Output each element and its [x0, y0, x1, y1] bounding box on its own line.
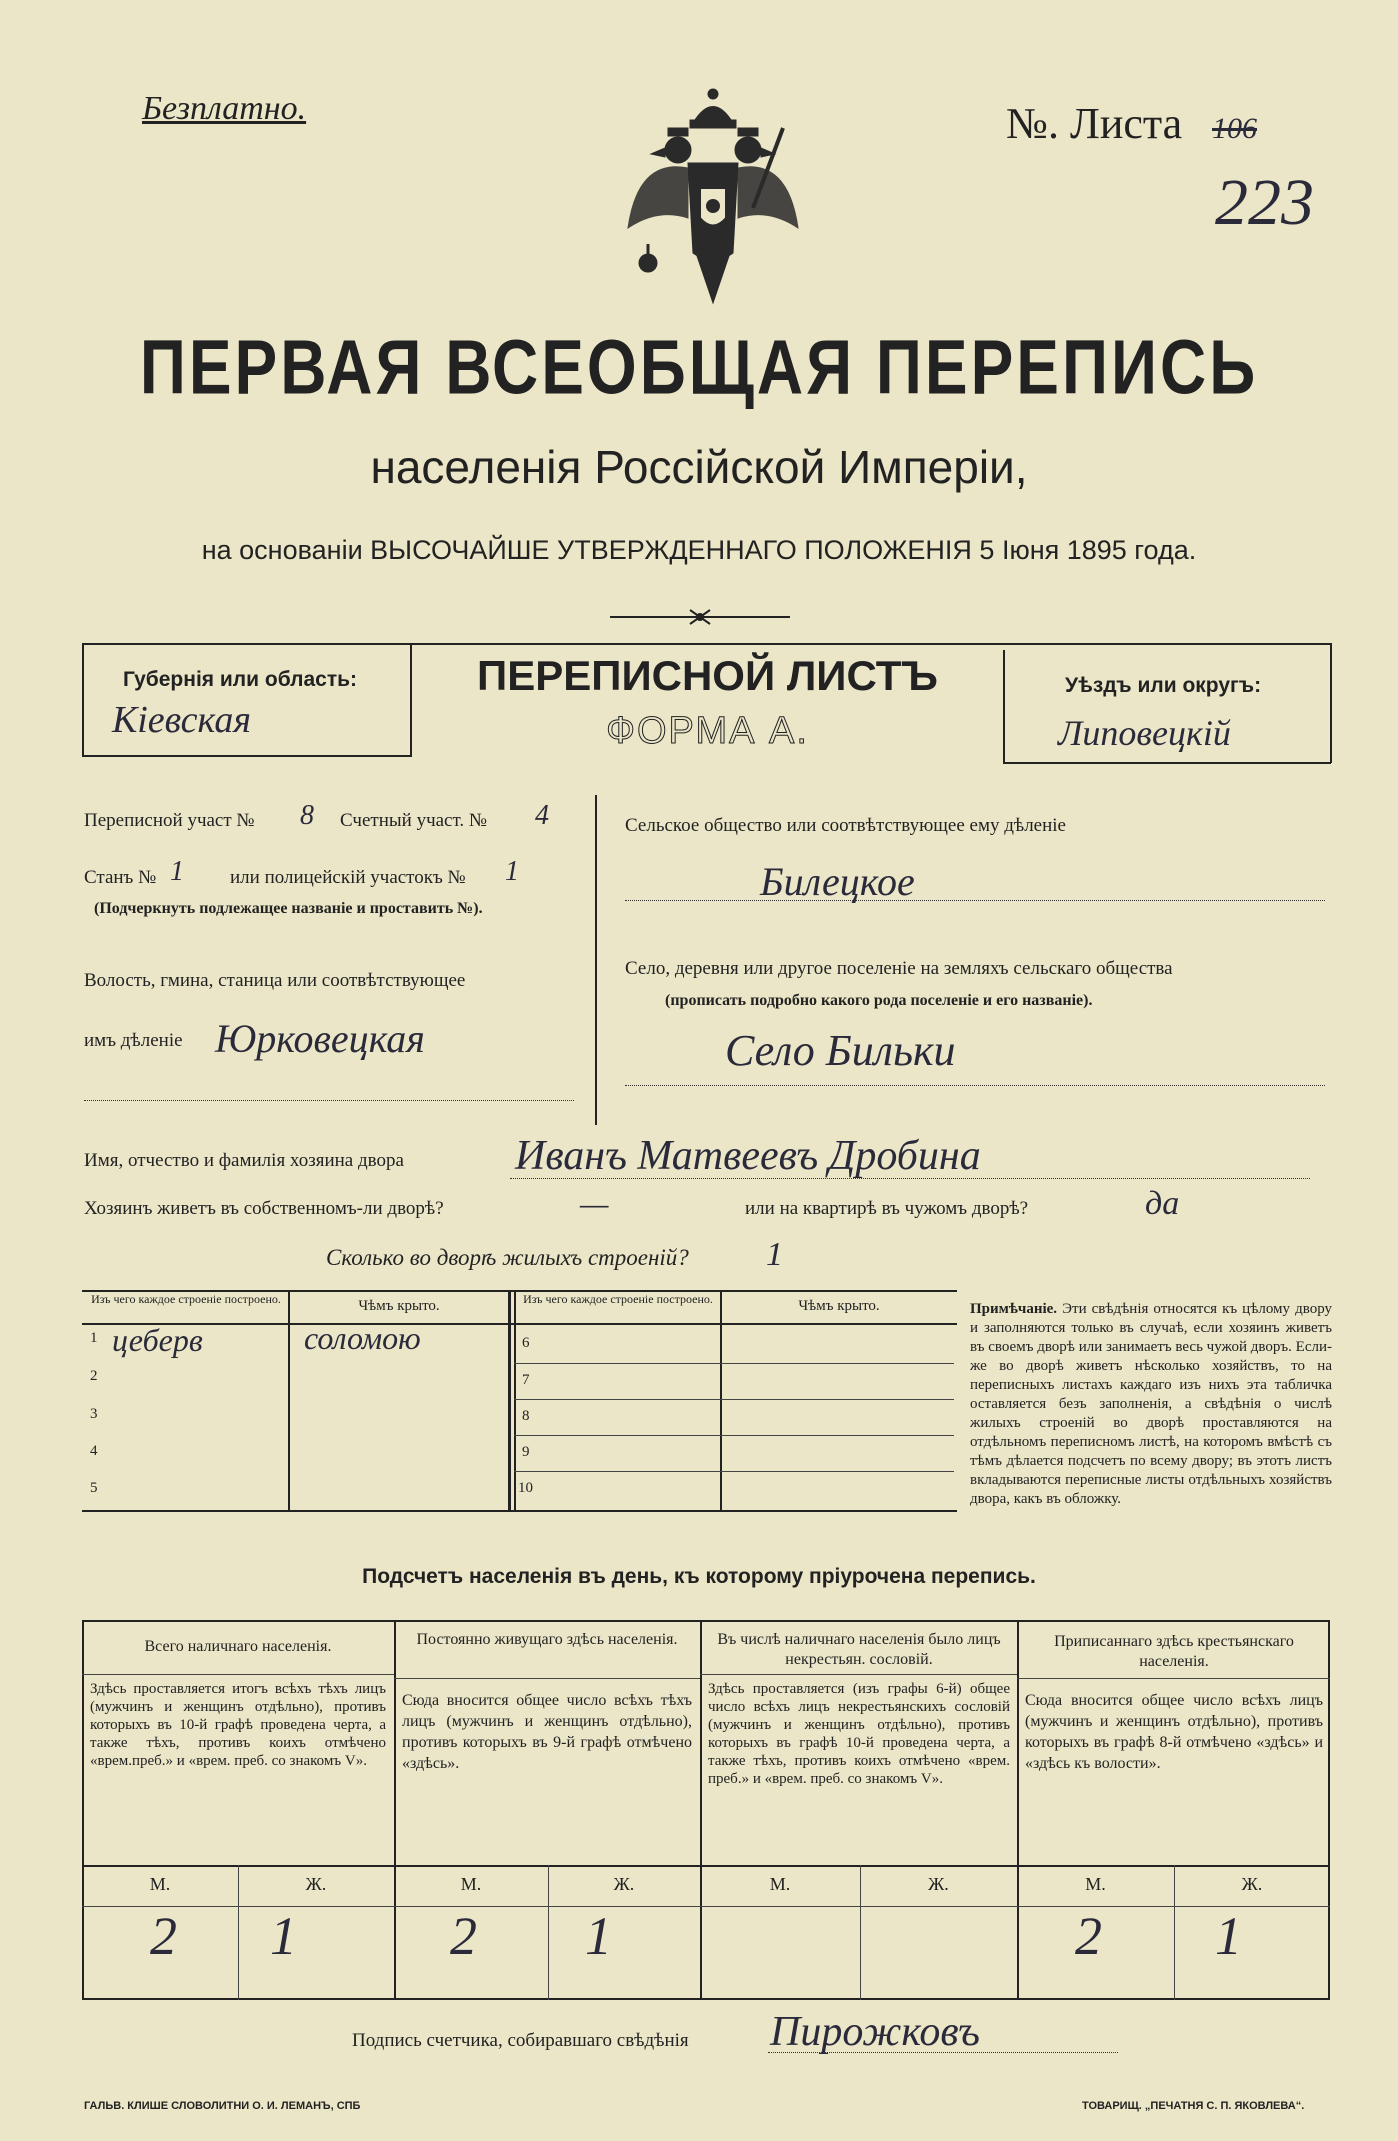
- sheet-number-struck: 106: [1212, 112, 1257, 145]
- signature-label: Подпись счетчика, собиравшаго свѣдѣнія: [352, 2030, 689, 2051]
- count-col-1-head: Всего наличнаго населенія.: [144, 1638, 332, 1655]
- col-material-right: Изъ чего каждое строеніе построено.: [523, 1292, 713, 1306]
- m-label: М.: [1085, 1874, 1106, 1894]
- form-subtitle: ФОРМА А.: [606, 710, 809, 752]
- count-col-2-head: Постоянно живущаго здѣсь населенія.: [416, 1631, 678, 1648]
- count-col-3-head: Въ числѣ наличнаго населенія было лицъ некрестьян. сословій.: [717, 1631, 1001, 1668]
- buildings-note: [970, 1300, 1332, 1509]
- stan-label: Станъ №: [84, 867, 157, 888]
- table-row: 3: [90, 1406, 98, 1422]
- society-label: Сельское общество или соотвѣтствующее ему дѣленіе: [625, 815, 1066, 836]
- registered-male-value: 2: [1075, 1906, 1102, 1966]
- registered-female-value: 1: [1215, 1906, 1242, 1966]
- own-yard-label: Хозяинъ живетъ въ собственномъ-ли дворѣ?: [84, 1198, 444, 1219]
- count-area-label: Счетный участ. №: [340, 810, 487, 831]
- table-row: 8: [522, 1408, 530, 1424]
- page-title: ПЕРВАЯ ВСЕОБЩАЯ ПЕРЕПИСЬ: [139, 323, 1259, 411]
- col-roof-left: Чѣмъ крыто.: [358, 1298, 440, 1314]
- buildings-label: Сколько во дворѣ жилыхъ строеній?: [326, 1245, 689, 1270]
- free-label: Безплатно.: [142, 90, 307, 127]
- own-yard-value: —: [580, 1185, 609, 1221]
- rented-label: или на квартирѣ въ чужомъ дворѣ?: [745, 1198, 1029, 1219]
- total-female-value: 1: [270, 1906, 297, 1966]
- building-1-material: цеберв: [112, 1322, 203, 1358]
- total-male-value: 2: [150, 1906, 177, 1966]
- note-text: Эти свѣдѣнія относятся къ цѣлому двору и заполняются только въ случаѣ, если хозяинъ живетъ въ своемъ дворѣ или занимаетъ весь чужой дворъ. Если-же во дворѣ живетъ нѣсколько хозяйствъ, то на переписныхъ листахъ каждаго изъ нихъ эта табличка оставляется безъ заполненія, а свѣдѣнія о числѣ жилыхъ строеній во дворѣ проставляются на отдѣльномъ переписномъ листѣ, на которомъ вмѣстѣ съ тѣмъ дѣлается подсчетъ по всему двору; въ этотъ листъ вкладываются переписные листы отдѣльныхъ хозяйствъ двора, какъ въ обложку.: [970, 1301, 1332, 1507]
- legal-basis: на основаніи ВЫСОЧАЙШЕ УТВЕРЖДЕННАГО ПОЛОЖЕНІЯ 5 Іюня 1895 года.: [201, 535, 1197, 565]
- uezd-label: Уѣздъ или округъ:: [1065, 674, 1262, 697]
- f-label: Ж.: [928, 1874, 949, 1894]
- col-material-left: Изъ чего каждое строеніе построено.: [91, 1292, 281, 1306]
- building-1-roof: соломою: [304, 1320, 421, 1356]
- gubernia-label: Губернія или область:: [123, 668, 358, 691]
- f-label: Ж.: [305, 1874, 327, 1894]
- village-label: Село, деревня или другое поселеніе на земляхъ сельскаго общества: [625, 958, 1173, 979]
- col-roof-right: Чѣмъ крыто.: [798, 1298, 880, 1314]
- underline-note: (Подчеркнуть подлежащее названіе и проставить №).: [94, 900, 483, 917]
- m-label: М.: [460, 1874, 482, 1894]
- table-row: 4: [90, 1443, 98, 1459]
- footer-left-imprint: ГАЛЬВ. КЛИШЕ СЛОВОЛИТНИ О. И. ЛЕМАНЪ, СПБ: [84, 2100, 361, 2112]
- volost-label: Волость, гмина, станица или соотвѣтствующее: [84, 970, 466, 991]
- signature-value: Пирожковъ: [770, 2009, 980, 2055]
- police-label: или полицейскій участокъ №: [230, 867, 466, 888]
- sheet-number-handwritten: 223: [1215, 166, 1314, 239]
- owner-name-value: Иванъ Матвеевъ Дробина: [515, 1133, 981, 1179]
- count-col-1-text: Здѣсь проставляется итогъ всѣхъ тѣхъ лицъ (мужчинъ и женщинъ отдѣльно), противъ которыхъ въ 10-й графѣ проведена черта, а также тѣхъ, противъ коихъ отмѣчено «врем.преб.» и «врем. преб. со знакомъ V».: [90, 1681, 386, 1769]
- table-row: 10: [518, 1480, 533, 1496]
- volost-value: Юрковецкая: [215, 1016, 425, 1061]
- permanent-male-value: 2: [450, 1906, 477, 1966]
- uezd-value: Липовецкій: [1058, 713, 1231, 753]
- count-col-2-text: Сюда вносится общее число всѣхъ тѣхъ лицъ (мужчинъ и женщинъ отдѣльно), противъ которыхъ въ 9-й графѣ отмѣчено «здѣсь».: [402, 1692, 692, 1772]
- table-row: 1: [90, 1330, 98, 1346]
- table-row: 5: [90, 1480, 98, 1496]
- buildings-value: 1: [766, 1236, 783, 1273]
- count-col-4-head: Приписаннаго здѣсь крестьянскаго населенія.: [1054, 1633, 1294, 1670]
- table-row: 7: [522, 1372, 530, 1388]
- m-label: М.: [769, 1874, 791, 1894]
- footer-right-imprint: ТОВАРИЩ. „ПЕЧАТНЯ С. П. ЯКОВЛЕВА“.: [1082, 2100, 1305, 2112]
- f-label: Ж.: [1241, 1874, 1263, 1894]
- note-title: Примѣчаніе.: [970, 1301, 1058, 1317]
- coat-of-arms-emblem: [618, 88, 808, 316]
- m-label: М.: [149, 1874, 171, 1894]
- village-value: Село Бильки: [725, 1026, 956, 1075]
- society-value: Билецкое: [760, 859, 915, 904]
- f-label: Ж.: [613, 1874, 635, 1894]
- volost-label-2: имъ дѣленіе: [84, 1030, 183, 1051]
- census-area-value: 8: [300, 800, 314, 831]
- buildings-table: [82, 1290, 957, 1512]
- count-col-4-text: Сюда вносится общее число всѣхъ лицъ (мужчинъ и женщинъ отдѣльно), противъ которыхъ въ графѣ 8-й отмѣчено «здѣсь» и «здѣсь къ волости».: [1025, 1692, 1323, 1772]
- table-row: 6: [522, 1335, 530, 1351]
- permanent-female-value: 1: [585, 1906, 612, 1966]
- table-row: 2: [90, 1368, 98, 1384]
- rented-value: да: [1145, 1185, 1180, 1222]
- count-area-value: 4: [535, 800, 549, 831]
- page-subtitle: населенія Россійской Имперіи,: [370, 441, 1028, 493]
- form-title: ПЕРЕПИСНОЙ ЛИСТЪ: [477, 652, 938, 699]
- owner-name-label: Имя, отчество и фамилія хозяина двора: [84, 1150, 404, 1171]
- census-area-label: Переписной участ №: [84, 810, 255, 831]
- stan-value: 1: [170, 856, 184, 887]
- police-value: 1: [505, 856, 519, 887]
- table-row: 9: [522, 1444, 530, 1460]
- ornament-divider: [610, 607, 790, 627]
- sheet-number-label: №. Листа: [1006, 99, 1183, 148]
- count-title: Подсчетъ населенія въ день, къ которому пріурочена перепись.: [362, 1565, 1036, 1588]
- village-note: (прописать подробно какого рода поселеніе и его названіе).: [665, 992, 1093, 1009]
- count-col-3-text: Здѣсь проставляется (изъ графы 6-й) общее число всѣхъ лицъ некрестьянскихъ сословій (мужчинъ и женщинъ отдѣльно), противъ которыхъ въ графѣ 10-й проведена черта, а также тѣхъ, противъ коихъ отмѣчено «врем. преб.» и «врем. преб. со знакомъ V».: [708, 1681, 1010, 1787]
- gubernia-value: Кіевская: [112, 699, 252, 741]
